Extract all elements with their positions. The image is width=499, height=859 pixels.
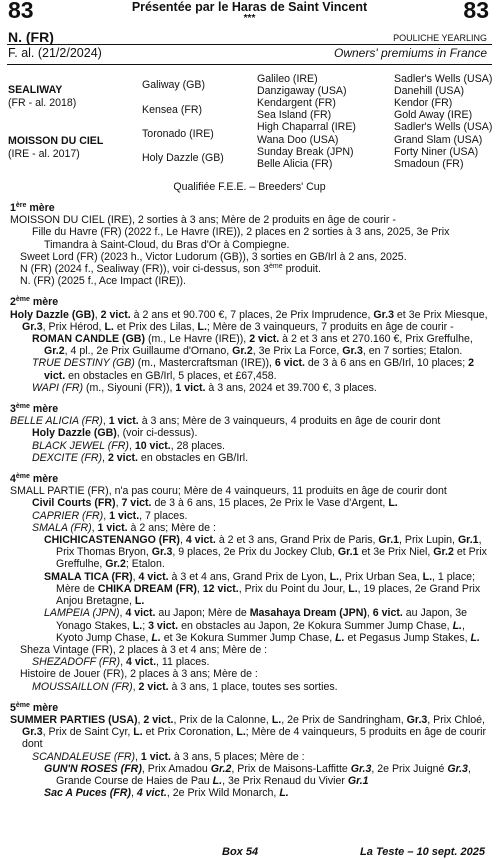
- gen4-7: Forty Niner (USA): [394, 146, 479, 158]
- box-number: Box 54: [222, 846, 259, 858]
- gen4-5: Sadler's Wells (USA): [394, 121, 493, 133]
- gen3-5: High Chaparral (IRE): [257, 121, 356, 133]
- gen3-3: Kendargent (FR): [257, 97, 336, 109]
- grand-dam-sire-side: Kensea (FR): [142, 104, 203, 116]
- sire-info: (FR - al. 2018): [8, 97, 77, 109]
- dam-info: (IRE - al. 2017): [8, 148, 80, 160]
- divider-pedigree: [7, 64, 492, 65]
- gen3-6: Wana Doo (USA): [257, 134, 339, 146]
- sale-info: La Teste – 10 sept. 2025: [360, 846, 485, 858]
- gen4-4: Gold Away (IRE): [394, 109, 473, 121]
- gen4-2: Danehill (USA): [394, 85, 465, 97]
- grand-sire: Galiway (GB): [142, 79, 205, 91]
- gen3-1: Galileo (IRE): [257, 73, 318, 85]
- gen4-6: Grand Slam (USA): [394, 134, 483, 146]
- divider-top: [7, 44, 492, 45]
- presenter-line: Présentée par le Haras de Saint Vincent: [131, 0, 368, 14]
- generations-body: 1ère mère MOISSON DU CIEL (IRE), 2 sorties à 3 ans; Mère de 2 produits en âge de courir - Fille du Havre (FR) (2022 f., Le Havre (IRE)), 2 places en 2 sorties à 3 ans, 2025, 3e Prix Timandra à Saint-Cloud, du Bras d'Or à Compiegne. Sweet Lord (FR) (2023 h., Victor Ludorum (GB)), 3 sorties en GB/Irl à 2 ans, 2025. N (FR) (2024 f., Sealiway (FR)), voir ci-dessus, son 3ème produit. N. (FR) (2025 f., Ace Impact (IRE)). 2ème mère Holy Dazzle (GB), 2 vict. à 2 ans et 90.700 €, 7 places, 2e Prix Imprudence, Gr.3 et 3e Prix Miesque, Gr.3, Prix Hérod, L. et Prix des Lilas, L.; Mère de 3 vainqueurs, 7 produits en âge de courir - ROMAN CANDLE (GB) (m., Le Havre (IRE)), 2 vict. à 2 et 3 ans et 270.160 €, Prix Greffulhe, Gr.2, 4 pl., 2e Prix Guillaume d'Ornano, Gr.2, 3e Prix La Force, Gr.3, en 7 sorties; Etalon. TRUE DESTINY (GB) (m., Mastercraftsman (IRE)), 6 vict. de 3 à 6 ans en GB/Irl, 10 places; 2 vict. en obstacles en GB/Irl, 5 places, et £67,458. WAPI (FR) (m., Siyouni (FR)), 1 vict. à 3 ans, 2024 et 39.700 €, 3 places. 3ème mère BELLE ALICIA (FR), 1 vict. à 3 ans; Mère de 3 vainqueurs, 4 produits en âge de courir dont Holy Dazzle (GB), (voir ci-dessus). BLACK JEWEL (FR), 10 vict., 28 places. DEXCITE (FR), 2 vict. en obstacles en GB/Irl. 4ème mère SMALL PARTIE (FR), n'a pas couru; Mère de 4 vainqueurs, 11 produits en âge de courir dont Civil Courts (FR), 7 vict. de 3 à 6 ans, 15 places, 2e Prix le Vase d'Argent, L. CAPRIER (FR), 1 vict., 7 places. SMALA (FR), 1 vict. à 2 ans; Mère de : CHICHICASTENANGO (FR), 4 vict. à 2 et 3 ans, Grand Prix de Paris, Gr.1, Prix Lupin, Gr.1, Prix Thomas Bryon, Gr.3, 9 places, 2e Prix du Jockey Club, Gr.1 et 3e Prix Niel, Gr.2 et Prix Greffulhe, Gr.2; Etalon. SMALA TICA (FR), 4 vict. à 3 et 4 ans, Grand Prix de Lyon, L., Prix Urban Sea, L., 1 place; Mère de CHIKA DREAM (FR), 12 vict., Prix du Point du Jour, L., 19 places, 2e Grand Prix Anjou Bretagne, L. LAMPEIA (JPN), 4 vict. au Japon; Mère de Masahaya Dream (JPN), 6 vict. au Japon, 3e Yonago Stakes, L.; 3 vict. en obstacles au Japon, 2e Kokura Summer Jump Chase, L., Kyoto Jump Chase, L. et 3e Kokura Summer Jump Chase, L. et Pegasus Jump Stakes, L. Sheza Vintage (FR), 2 places à 3 et 4 ans; Mère de : SHEZADOFF (FR), 4 vict., 11 places. Histoire de Jouer (FR), 2 places à 3 ans; Mère de : MOUSSAILLON (FR), 2 vict. à 3 ans, 1 place, toutes ses sorties. 5ème mère SUMMER PARTIES (USA), 2 vict., Prix de la Calonne, L., 2e Prix de Sandringham, Gr.3, Prix Chloé, Gr.3, Prix de Saint Cyr, L. et Prix Coronation, L.; Mère de 4 vainqueurs, 5 produits en âge de courir dont SCANDALEUSE (FR), 1 vict. à 3 ans, 5 places; Mère de : GUN'N ROSES (FR), Prix Amadou Gr.2, Prix de Maisons-Laffitte Gr.3, 2e Prix Juigné Gr.3, Grande Course de Haies de Pau L., 3e Prix Renaud du Vivier Gr.1 Sac A Puces (FR), 4 vict., 2e Prix Wild Monarch, L.: [10, 202, 488, 800]
- dam-name: MOISSON DU CIEL: [8, 135, 104, 147]
- lot-number-right: 83: [463, 0, 489, 23]
- gen4-8: Smadoun (FR): [394, 158, 464, 170]
- gen3-4: Sea Island (FR): [257, 109, 332, 121]
- gen3-7: Sunday Break (JPN): [257, 146, 354, 158]
- owners-premiums: Owners' premiums in France: [334, 46, 487, 60]
- grand-dam: Holy Dazzle (GB): [142, 152, 224, 164]
- qualification: Qualifiée F.E.E. – Breeders' Cup: [173, 181, 326, 193]
- gen4-3: Kendor (FR): [394, 97, 453, 109]
- stars: ***: [243, 13, 256, 24]
- category: POULICHE YEARLING: [393, 33, 487, 43]
- gen3-8: Belle Alicia (FR): [257, 158, 333, 170]
- lot-number-left: 83: [8, 0, 34, 23]
- horse-name: N. (FR): [8, 29, 54, 45]
- gen4-1: Sadler's Wells (USA): [394, 73, 493, 85]
- dam-sire: Toronado (IRE): [142, 128, 214, 140]
- gen3-2: Danzigaway (USA): [257, 85, 347, 97]
- sire-name: SEALIWAY: [8, 84, 63, 96]
- horse-details: F. al. (21/2/2024): [8, 46, 102, 60]
- presented-by: [0, 1, 499, 23]
